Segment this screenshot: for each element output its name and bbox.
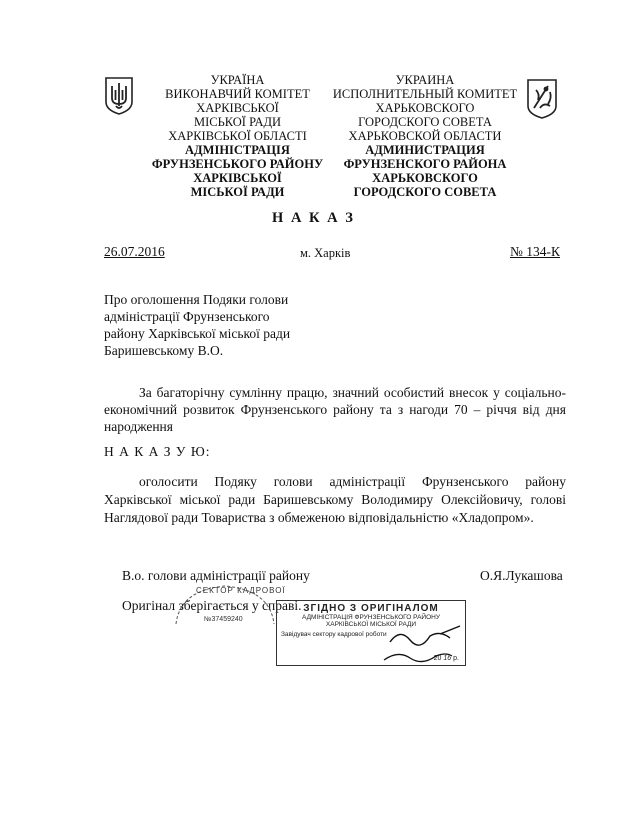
signature-title: В.о. голови адміністрації району (122, 568, 310, 583)
document-date: 26.07.2016 (104, 244, 165, 259)
header-right-bold-line: ХАРЬКОВСКОГО (372, 171, 478, 185)
header-left (145, 73, 330, 199)
stamp-year-prefix: 20 (433, 655, 442, 662)
header-left-bold-line: АДМІНІСТРАЦІЯ (185, 143, 290, 157)
kharkiv-emblem-icon (526, 78, 558, 120)
round-stamp-text: СЕКТОР КАДРОВОЇ (196, 586, 286, 595)
preamble-paragraph: За багаторічну сумлінну працю, значний особистий внесок у соціально-економічний розвиток Фрунзенського району та з нагоди 70 – річчя від дня народження (104, 385, 566, 434)
stamp-year-value: 16 (443, 655, 452, 662)
signature-name: О.Я.Лукашова (480, 568, 563, 583)
header-right-line: УКРАИНА (395, 73, 455, 87)
header-right-line: ХАРЬКОВСКОГО (375, 101, 475, 115)
order-paragraph: оголосити Подяку голови адміністрації Фрунзенського району Харківської міської ради Баришевському Володимиру Олексійовичу, голові Наглядової ради Товариства з обмеженою відповідальністю «Хладопром». (104, 474, 566, 525)
document-subject (104, 291, 290, 359)
header-left-bold-line: ХАРКІВСЬКОЇ (193, 171, 282, 185)
header-right-bold-line: ГОРОДСКОГО СОВЕТА (353, 185, 497, 199)
stamp-line: Завідувач сектору кадрової роботи (281, 631, 387, 638)
stamp-line: АДМІНІСТРАЦІЯ ФРУНЗЕНСЬКОГО РАЙОНУ (302, 614, 440, 621)
header-right-line: ГОРОДСКОГО СОВЕТА (358, 115, 492, 129)
header-left-bold-line: МІСЬКОЇ РАДИ (190, 185, 285, 199)
stamp-year-end: р. (453, 655, 459, 662)
subject-line: Баришевському В.О. (104, 343, 224, 358)
stamp-line: ХАРКІВСЬКОЇ МІСЬКОЇ РАДИ (325, 621, 417, 628)
subject-line: Про оголошення Подяки голови (104, 292, 289, 307)
subject-line: адміністрації Фрунзенського (104, 309, 270, 324)
round-stamp (170, 580, 286, 630)
subject-line: району Харківської міської ради (104, 326, 291, 341)
order-heading: Н А К А З У Ю: (104, 444, 211, 459)
header-right-line: ХАРЬКОВСКОЙ ОБЛАСТИ (348, 129, 502, 143)
header-left-bold-line: ФРУНЗЕНСЬКОГО РАЙОНУ (151, 157, 324, 171)
document-number: № 134-К (510, 244, 561, 259)
header-left-line: ХАРКІВСЬКОЇ (196, 101, 279, 115)
header-right-bold-line: ФРУНЗЕНСКОГО РАЙОНА (343, 157, 507, 171)
header-right (330, 73, 520, 199)
header-left-line: ХАРКІВСЬКОЇ ОБЛАСТІ (168, 129, 307, 143)
header-left-line: ВИКОНАВЧИЙ КОМІТЕТ (165, 87, 310, 101)
handwritten-signature-icon (380, 620, 470, 668)
header-left-line: МІСЬКОЇ РАДИ (193, 115, 282, 129)
trident-coat-of-arms-icon (104, 76, 134, 116)
header-left-line: УКРАЇНА (210, 73, 265, 87)
document-type-title: Н А К А З (272, 210, 355, 226)
document-city: м. Харків (300, 246, 351, 260)
header-right-line: ИСПОЛНИТЕЛЬНЫЙ КОМИТЕТ (332, 87, 518, 101)
header-right-bold-line: АДМИНИСТРАЦИЯ (365, 143, 485, 157)
round-stamp-code: №37459240 (204, 616, 243, 623)
stamp-title: ЗГІДНО З ОРИГІНАЛОМ (303, 603, 439, 614)
original-note: Оригінал зберігається у справі. (122, 598, 302, 613)
